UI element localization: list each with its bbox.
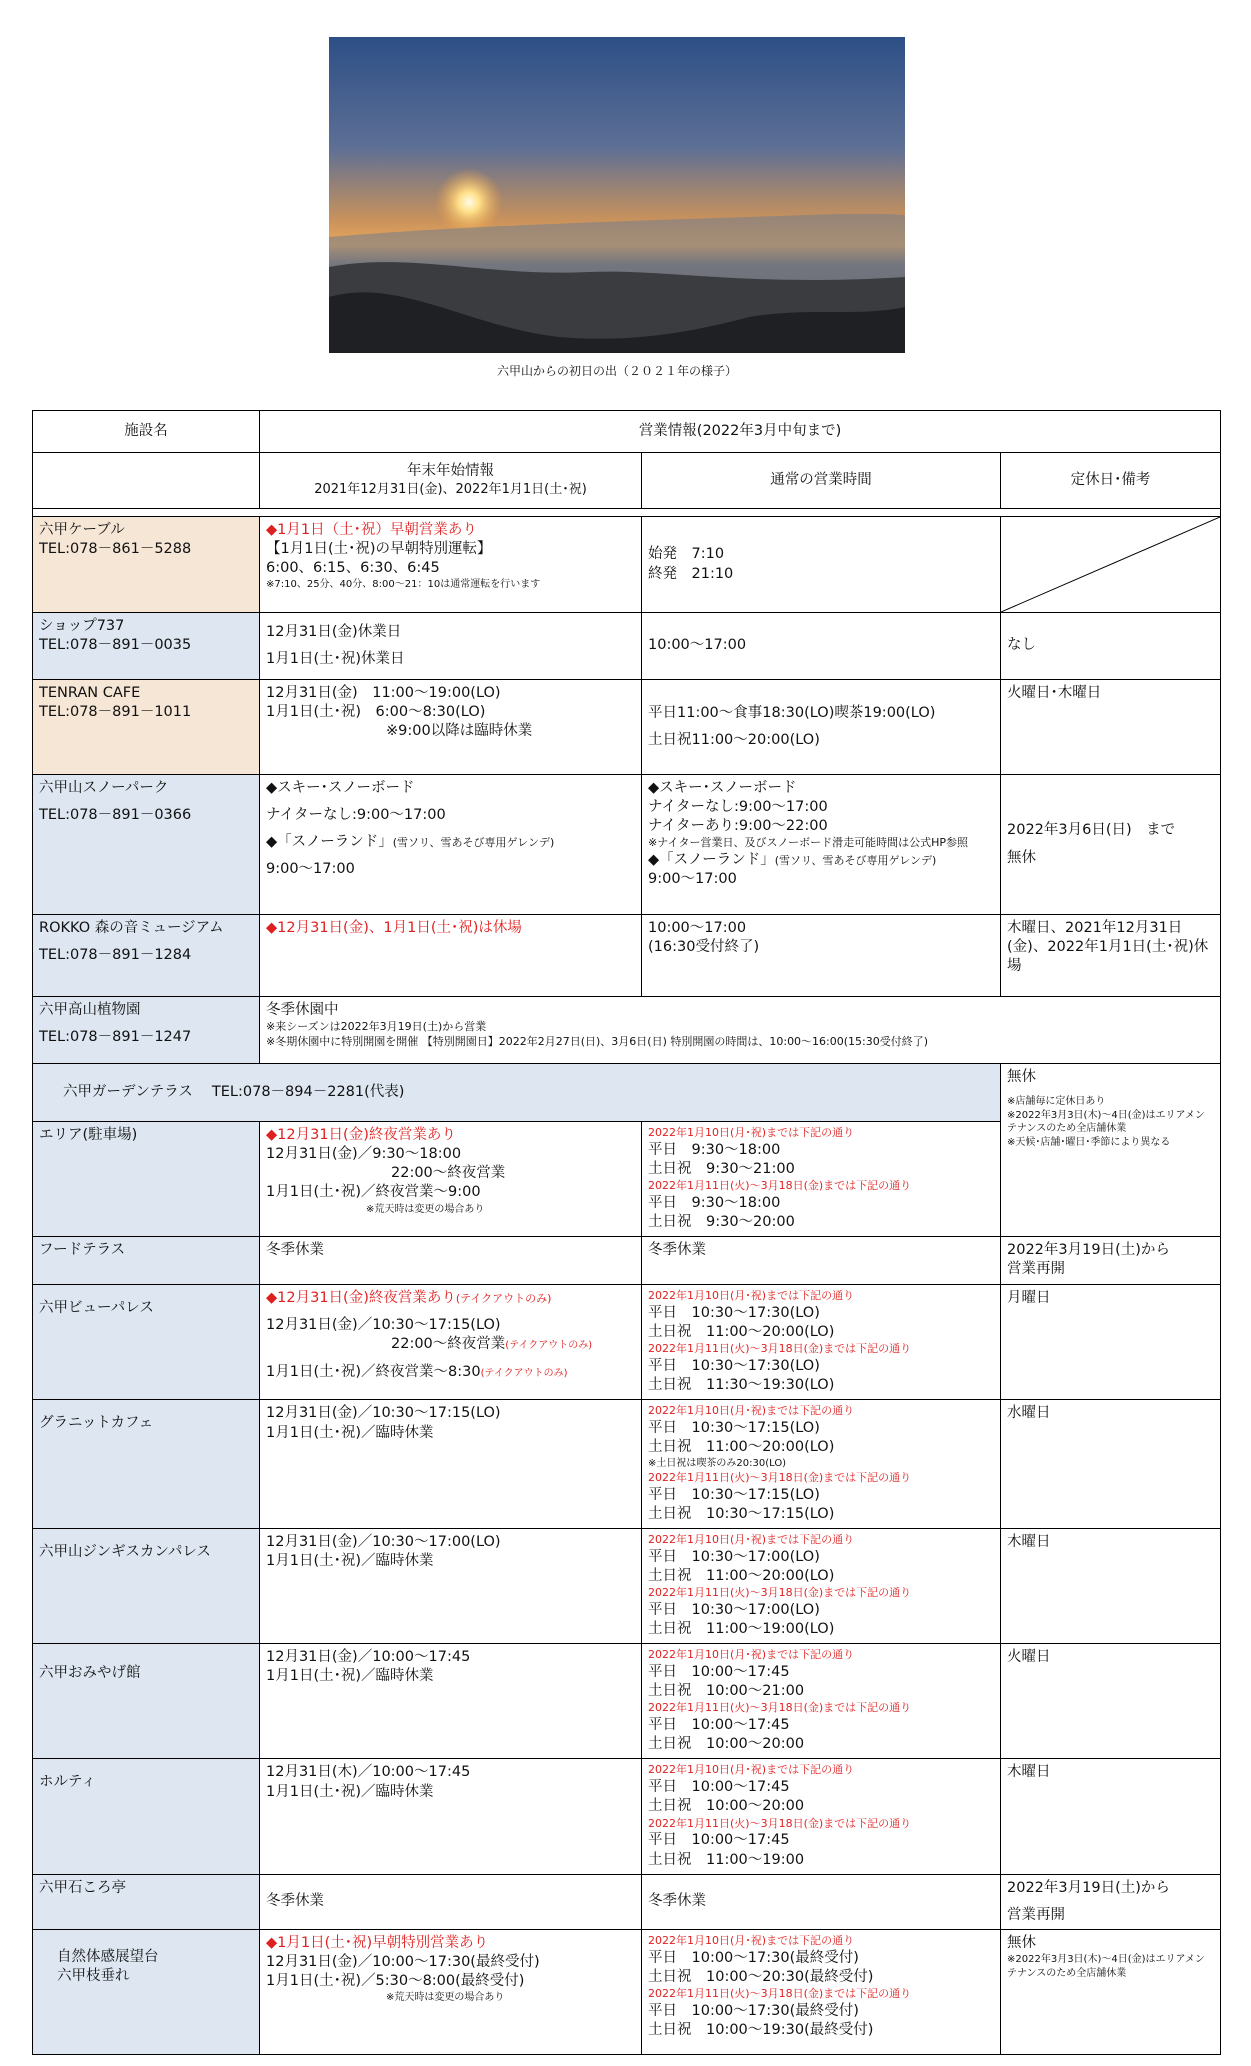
header-facility: 施設名	[33, 411, 260, 453]
snow-closed: 2022年3月6日(日) まで 無休	[1001, 775, 1221, 915]
facility-shizen: 自然体感展望台 六甲枝垂れ	[33, 1929, 260, 2054]
facility-food: フードテラス	[33, 1237, 260, 1285]
garden-title: 六甲ガーデンテラス TEL:078－894－2281(代表)	[33, 1064, 1001, 1122]
cable-closed-na	[1001, 517, 1221, 613]
facility-genghis: 六甲山ジンギスカンパレス	[33, 1529, 260, 1644]
granite-closed: 水曜日	[1001, 1400, 1221, 1529]
header-newyear: 年末年始情報 2021年12月31日(金)、2022年1月1日(土･祝)	[260, 453, 642, 509]
shop737-newyear: 12月31日(金)休業日 1月1日(土･祝)休業日	[260, 613, 642, 680]
ishikoro-newyear: 冬季休業	[260, 1874, 642, 1929]
tenran-newyear: 12月31日(金) 11:00～19:00(LO) 1月1日(土･祝) 6:00～8:30(LO) ※9:00以降は臨時休業	[260, 680, 642, 775]
header-spacer	[33, 509, 1221, 517]
facility-holty: ホルティ	[33, 1759, 260, 1874]
tenran-closed: 火曜日･木曜日	[1001, 680, 1221, 775]
snow-newyear: ◆スキー･スノーボード ナイターなし:9:00～17:00 ◆「スノーランド」(雪ソリ、雪あそび専用ゲレンデ) 9:00～17:00	[260, 775, 642, 915]
snow-normal: ◆スキー･スノーボード ナイターなし:9:00～17:00 ナイターあり:9:00～22:00 ※ナイター営業日、及びスノーボード滑走可能時間は公式HP参照 ◆「スノーランド」(雪ソリ、雪あそび専用ゲレンデ) 9:00～17:00	[642, 775, 1001, 915]
view-closed: 月曜日	[1001, 1285, 1221, 1400]
shop737-closed: なし	[1001, 613, 1221, 680]
photo-caption: 六甲山からの初日の出（２０２１年の様子）	[496, 364, 737, 378]
food-closed: 2022年3月19日(土)から 営業再開	[1001, 1237, 1221, 1285]
shizen-normal: 2022年1月10日(月･祝)までは下記の通り 平日 10:00～17:30(最終受付) 土日祝 10:00～20:30(最終受付) 2022年1月11日(火)～3月18日(金)までは下記の通り 平日 10:00～17:30(最終受付) 土日祝 10:00～19:30(最終受付)	[642, 1929, 1001, 2054]
header-blank	[33, 453, 260, 509]
facility-cable: 六甲ケーブル TEL:078－861－5288	[33, 517, 260, 613]
museum-closed: 木曜日、2021年12月31日(金)、2022年1月1日(土･祝)休場	[1001, 915, 1221, 997]
area-normal: 2022年1月10日(月･祝)までは下記の通り 平日 9:30～18:00 土日祝 9:30～21:00 2022年1月11日(火)～3月18日(金)までは下記の通り 平日 9:30～18:00 土日祝 9:30～20:00	[642, 1122, 1001, 1237]
cable-newyear: ◆1月1日（土･祝）早朝営業あり 【1月1日(土･祝)の早朝特別運転】 6:00、6:15、6:30、6:45 ※7:10、25分、40分、8:00～21：10は通常運転を行います	[260, 517, 642, 613]
facility-omiyage: 六甲おみやげ館	[33, 1644, 260, 1759]
area-newyear: ◆12月31日(金)終夜営業あり 12月31日(金)／9:30～18:00 22:00～終夜営業 1月1日(土･祝)／終夜営業～9:00 ※荒天時は変更の場合あり	[260, 1122, 642, 1237]
header-normal: 通常の営業時間	[642, 453, 1001, 509]
ishikoro-normal: 冬季休業	[642, 1874, 1001, 1929]
food-newyear: 冬季休業	[260, 1237, 642, 1285]
omiyage-normal: 2022年1月10日(月･祝)までは下記の通り 平日 10:00～17:45 土日祝 10:00～21:00 2022年1月11日(火)～3月18日(金)までは下記の通り 平日 10:00～17:45 土日祝 10:00～20:00	[642, 1644, 1001, 1759]
genghis-normal: 2022年1月10日(月･祝)までは下記の通り 平日 10:30～17:00(LO) 土日祝 11:00～20:00(LO) 2022年1月11日(火)～3月18日(金)までは下記の通り 平日 10:30～17:00(LO) 土日祝 11:00～19:00(LO)	[642, 1529, 1001, 1644]
genghis-closed: 木曜日	[1001, 1529, 1221, 1644]
food-normal: 冬季休業	[642, 1237, 1001, 1285]
facility-granite: グラニットカフェ	[33, 1400, 260, 1529]
shop737-normal: 10:00～17:00	[642, 613, 1001, 680]
granite-normal: 2022年1月10日(月･祝)までは下記の通り 平日 10:30～17:15(LO) 土日祝 11:00～20:00(LO) ※土日祝は喫茶のみ20:30(LO) 2022年1月11日(火)～3月18日(金)までは下記の通り 平日 10:30～17:15(LO) 土日祝 10:30～17:15(LO)	[642, 1400, 1001, 1529]
holty-closed: 木曜日	[1001, 1759, 1221, 1874]
facility-museum: ROKKO 森の音ミュージアム TEL:078－891－1284	[33, 915, 260, 997]
shizen-closed: 無休 ※2022年3月3日(木)～4日(金)はエリアメンテナンスのため全店舗休業	[1001, 1929, 1221, 2054]
holty-normal: 2022年1月10日(月･祝)までは下記の通り 平日 10:00～17:45 土日祝 10:00～20:00 2022年1月11日(火)～3月18日(金)までは下記の通り 平日 10:00～17:45 土日祝 11:00～19:00	[642, 1759, 1001, 1874]
facility-ishikoro: 六甲石ころ亭	[33, 1874, 260, 1929]
facility-snow: 六甲山スノーパーク TEL:078－891－0366	[33, 775, 260, 915]
holty-newyear: 12月31日(木)／10:00～17:45 1月1日(土･祝)／臨時休業	[260, 1759, 642, 1874]
facility-view: 六甲ビューパレス	[33, 1285, 260, 1400]
omiyage-closed: 火曜日	[1001, 1644, 1221, 1759]
shizen-newyear: ◆1月1日(土･祝)早朝特別営業あり 12月31日(金)／10:00～17:30(最終受付) 1月1日(土･祝)／5:30～8:00(最終受付) ※荒天時は変更の場合あり	[260, 1929, 642, 2054]
museum-newyear: ◆12月31日(金)、1月1日(土･祝)は休場	[260, 915, 642, 997]
ishikoro-closed: 2022年3月19日(土)から 営業再開	[1001, 1874, 1221, 1929]
facility-botanical: 六甲高山植物園 TEL:078－891－1247	[33, 997, 260, 1064]
header-closed: 定休日･備考	[1001, 453, 1221, 509]
hours-table	[32, 410, 1221, 2055]
view-newyear: ◆12月31日(金)終夜営業あり(テイクアウトのみ) 12月31日(金)／10:30～17:15(LO) 22:00～終夜営業(テイクアウトのみ) 1月1日(土･祝)／終夜営業～8:30(テイクアウトのみ)	[260, 1285, 642, 1400]
facility-shop737: ショップ737 TEL:078－891－0035	[33, 613, 260, 680]
omiyage-newyear: 12月31日(金)／10:00～17:45 1月1日(土･祝)／臨時休業	[260, 1644, 642, 1759]
cable-normal: 始発 7:10 終発 21:10	[642, 517, 1001, 613]
granite-newyear: 12月31日(金)／10:30～17:15(LO) 1月1日(土･祝)／臨時休業	[260, 1400, 642, 1529]
garden-closed: 無休 ※店舗毎に定休日あり ※2022年3月3日(木)～4日(金)はエリアメンテナンスのため全店舗休業 ※天候･店舗･曜日･季節により異なる	[1001, 1064, 1221, 1237]
facility-tenran: TENRAN CAFE TEL:078－891－1011	[33, 680, 260, 775]
facility-area: エリア(駐車場)	[33, 1122, 260, 1237]
view-normal: 2022年1月10日(月･祝)までは下記の通り 平日 10:30～17:30(LO) 土日祝 11:00～20:00(LO) 2022年1月11日(火)～3月18日(金)までは下記の通り 平日 10:30～17:30(LO) 土日祝 11:30～19:30(LO)	[642, 1285, 1001, 1400]
botanical-info: 冬季休園中 ※来シーズンは2022年3月19日(土)から営業 ※冬期休園中に特別開園を開催 【特別開園日】2022年2月27日(日)、3月6日(日) 特別開園の時間は、10:00～16:00(15:30受付終了)	[260, 997, 1221, 1064]
tenran-normal: 平日11:00～食事18:30(LO)喫茶19:00(LO) 土日祝11:00～20:00(LO)	[642, 680, 1001, 775]
sunrise-photo	[329, 37, 905, 353]
museum-normal: 10:00～17:00 (16:30受付終了)	[642, 915, 1001, 997]
header-info: 営業情報(2022年3月中旬まで)	[260, 411, 1221, 453]
genghis-newyear: 12月31日(金)／10:30～17:00(LO) 1月1日(土･祝)／臨時休業	[260, 1529, 642, 1644]
